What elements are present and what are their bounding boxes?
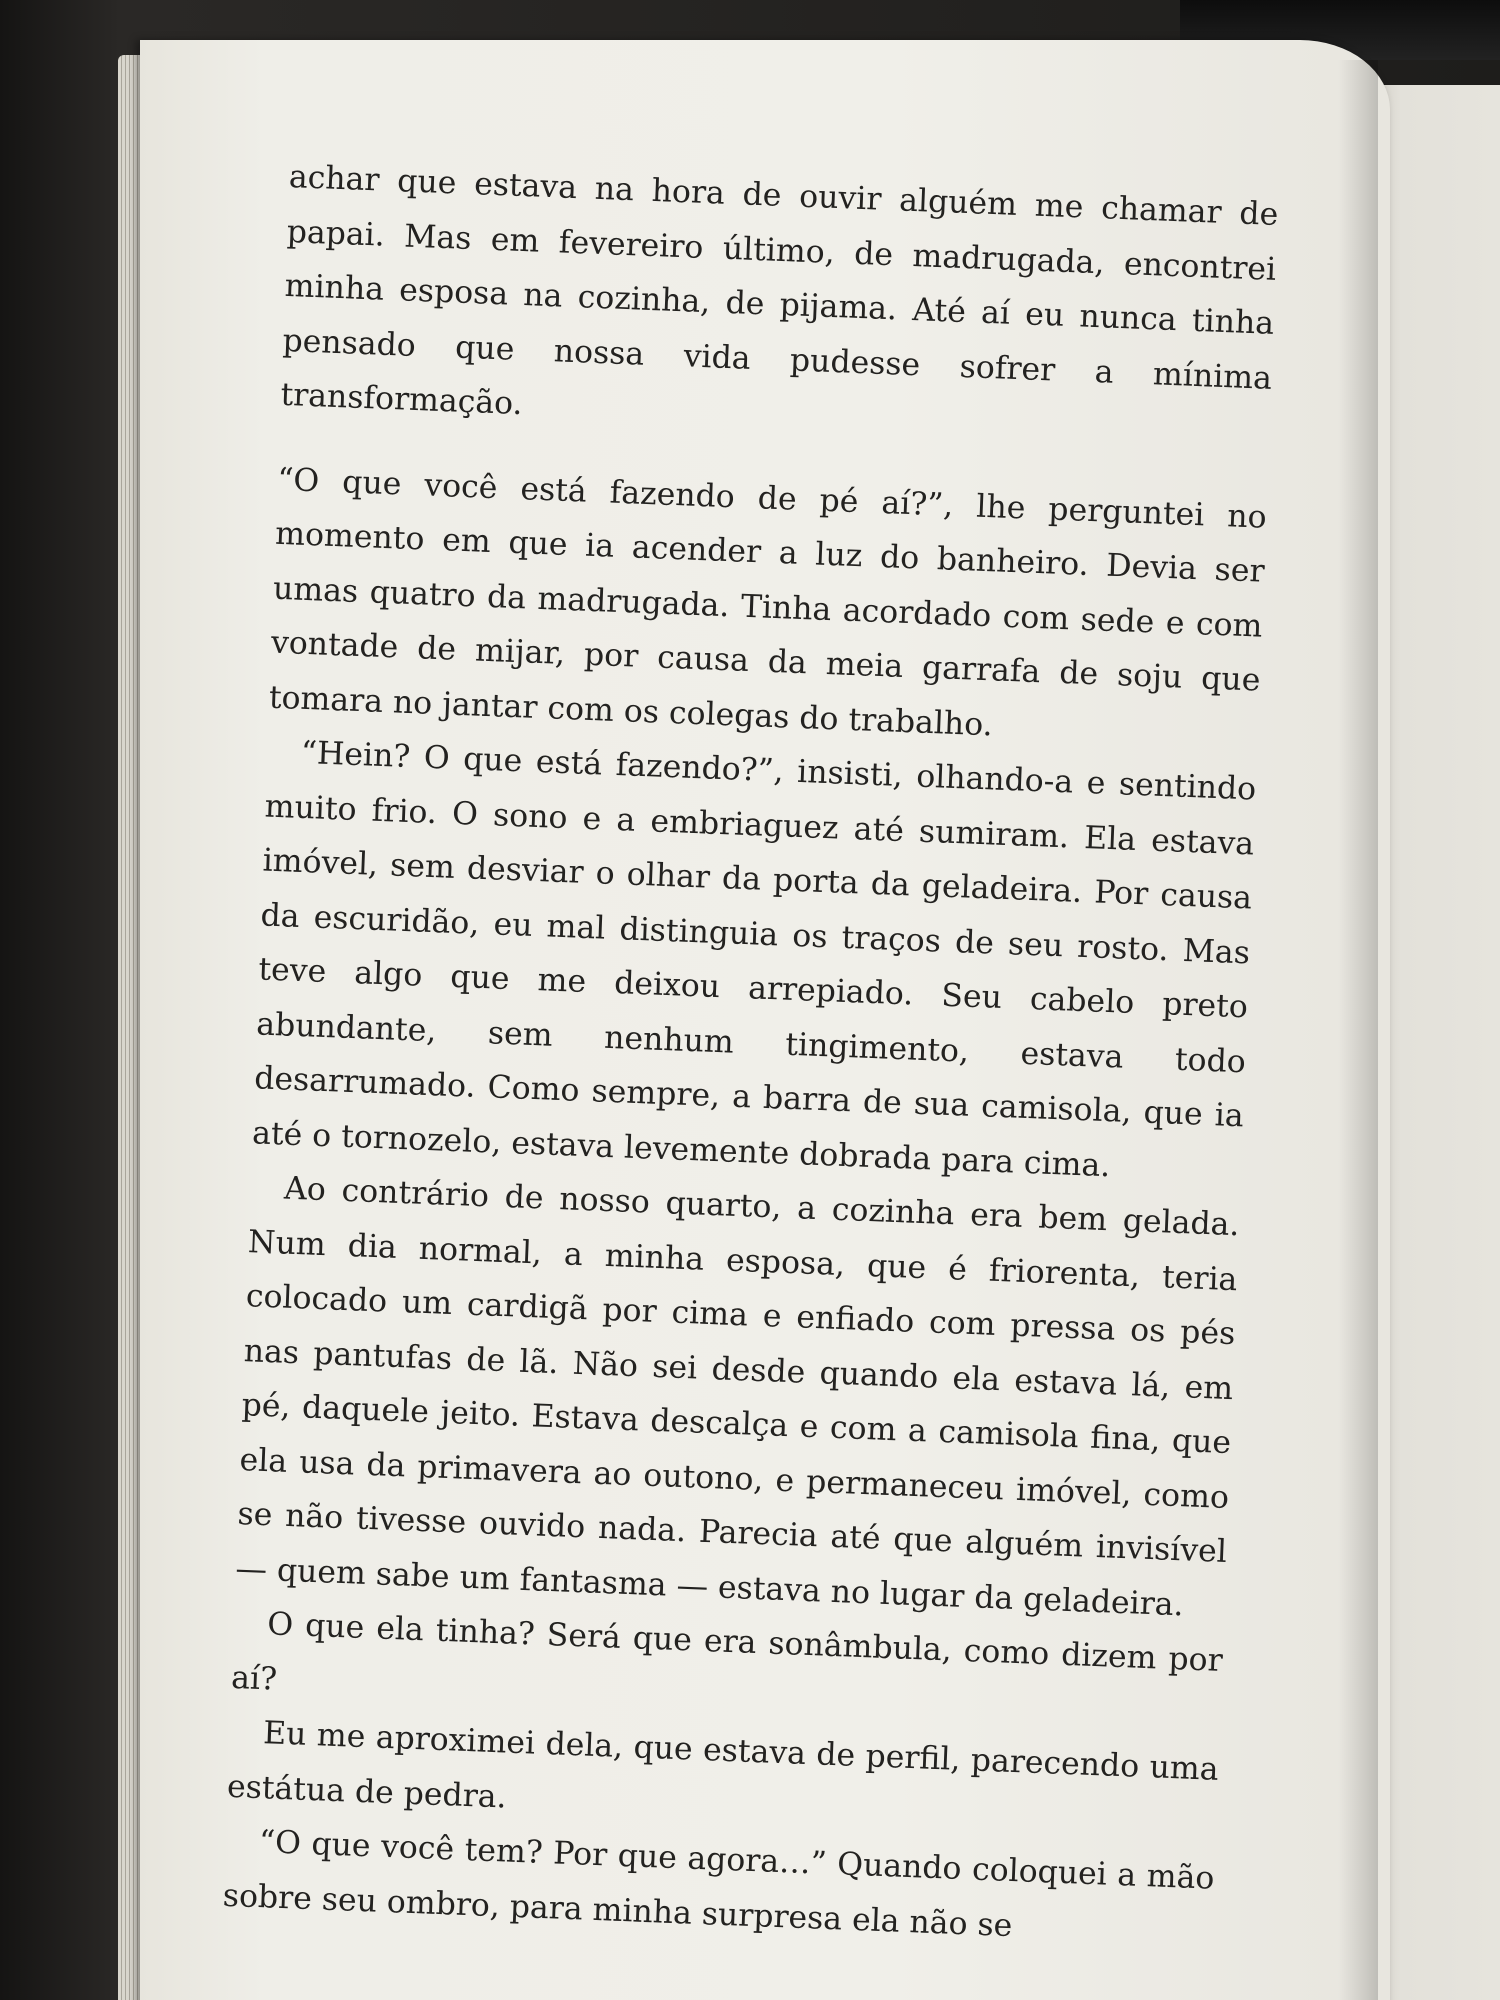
paragraph: O que ela tinha? Será que era sonâmbula, como dizem por aí? bbox=[230, 1606, 1224, 1698]
paragraph: “Hein? O que está fazendo?”, insisti, olhando-a e sentindo muito frio. O sono e a embriaguez até sumiram. Ela estava imóvel, sem desviar o olhar da porta da geladeira. Por causa da escuridão, eu mal distinguia os traços de seu rosto. Mas teve algo que me deixou arrepiado. Seu cabelo preto abundante, sem nenhum tingimento, estava todo desarrumado. Como sempre, a barra de sua camisola, que ia até o tornozelo, estava levemente dobrada para cima. bbox=[251, 734, 1257, 1184]
page-text bbox=[222, 150, 1279, 1961]
paragraph: “O que você tem? Por que agora…” Quando coloquei a mão sobre seu ombro, para minha surpresa ela não se bbox=[222, 1824, 1216, 1944]
paragraph: achar que estava na hora de ouvir alguém me chamar de papai. Mas em fevereiro último, de madrugada, encontrei minha esposa na cozinha, de pijama. Até aí eu nunca tinha pensado que nossa vida pudesse sofrer a mínima transformação. bbox=[279, 158, 1279, 423]
paragraph: Eu me aproximei dela, que estava de perfil, parecendo uma estátua de pedra. bbox=[226, 1715, 1220, 1816]
paragraph: “O que você está fazendo de pé aí?”, lhe perguntei no momento em que ia acender a luz do banheiro. Devia ser umas quatro da madrugada. Tinha acordado com sede e com vontade de mijar, por causa da meia garrafa de soju que tomara no jantar com os colegas do trabalho. bbox=[268, 461, 1268, 743]
gutter-shadow bbox=[1338, 60, 1378, 2000]
paragraph: Ao contrário de nosso quarto, a cozinha era bem gelada. Num dia normal, a minha esposa, que é friorenta, teria colocado um cardigã por cima e enfiado com pressa os pés nas pantufas de lã. Não sei desde quando ela estava lá, em pé, daquele jeito. Estava descalça e com a camisola fina, que ela usa da primavera ao outono, e permaneceu imóvel, como se não tivesse ouvido nada. Parecia até que alguém invisível — quem sabe um fantasma — estava no lugar da geladeira. bbox=[234, 1170, 1241, 1623]
